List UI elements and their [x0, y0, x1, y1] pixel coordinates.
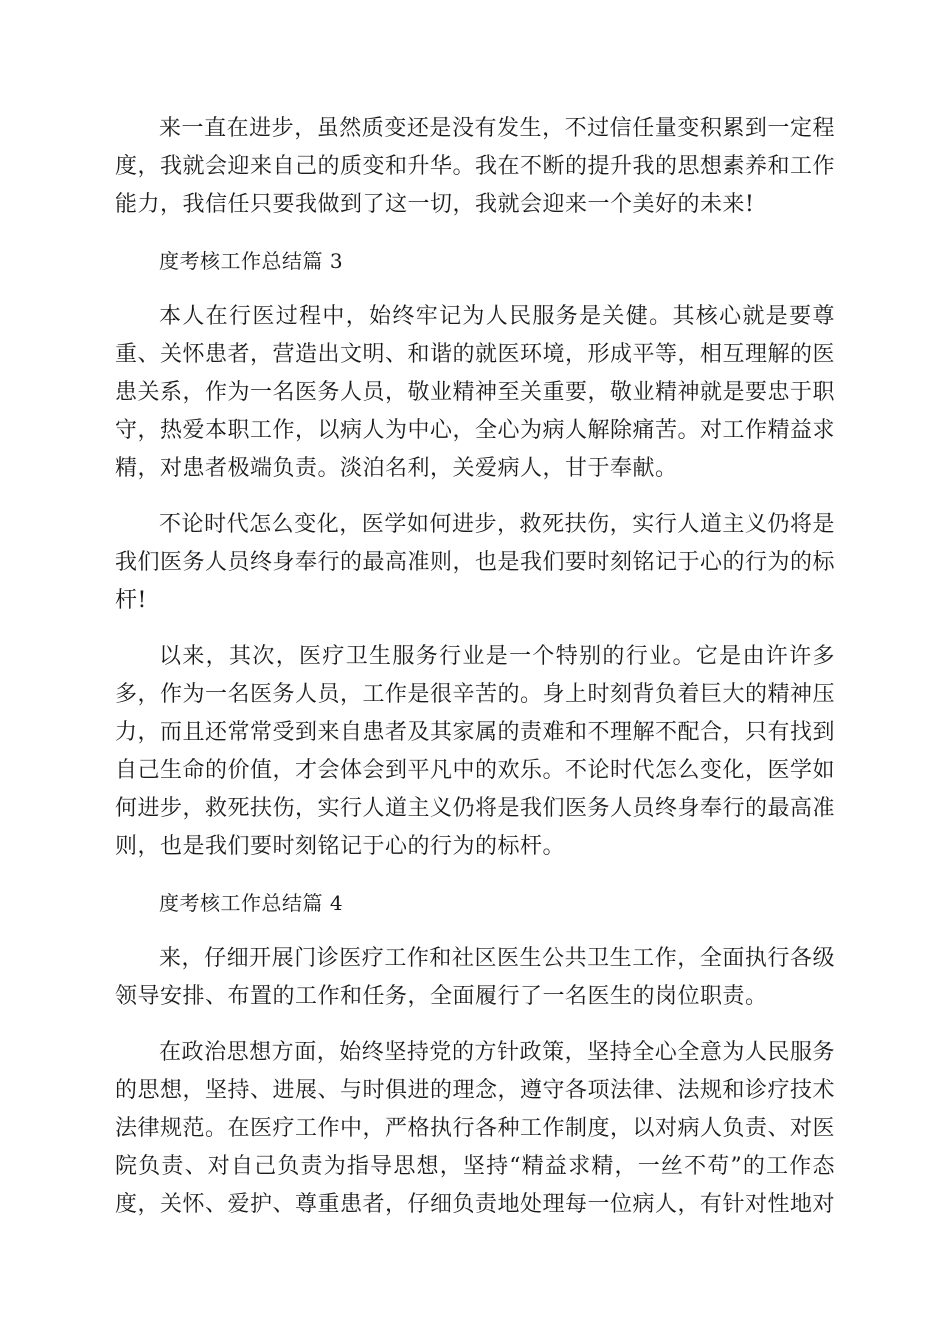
- section-heading: 度考核工作总结篇 3: [159, 249, 344, 273]
- document-page: [115, 110, 835, 1242]
- paragraph: 来，仔细开展门诊医疗工作和社区医生公共卫生工作，全面执行各级领导安排、布置的工作和任务，全面履行了一名医生的岗位职责。: [115, 946, 835, 1009]
- paragraph: 本人在行医过程中，始终牢记为人民服务是关健。其核心就是要尊重、关怀患者，营造出文明、和谐的就医环境，形成平等，相互理解的医患关系，作为一名医务人员，敬业精神至关重要，敬业精神就是要忠于职守，热爱本职工作，以病人为中心，全心为病人解除痛苦。对工作精益求精，对患者极端负责。淡泊名利，关爱病人，甘于奉献。: [115, 304, 836, 481]
- paragraph: 来一直在进步，虽然质变还是没有发生，不过信任量变积累到一定程度，我就会迎来自己的质变和升华。我在不断的提升我的思想素养和工作能力，我信任只要我做到了这一切，我就会迎来一个美好的未来!: [115, 116, 836, 217]
- paragraph: 在政治思想方面，始终坚持党的方针政策，坚持全心全意为人民服务的思想，坚持、进展、与时俱进的理念，遵守各项法律、法规和诊疗技术法律规范。在医疗工作中，严格执行各种工作制度，以对病人负责、对医院负责、对自己负责为指导思想，坚持“精益求精，一丝不苟”的工作态度，关怀、爱护、尊重患者，仔细负责地处理每一位病人，有针对性地对: [115, 1040, 836, 1217]
- paragraph: 不论时代怎么变化，医学如何进步，救死扶伤，实行人道主义仍将是我们医务人员终身奉行的最高准则，也是我们要时刻铭记于心的行为的标杆!: [115, 512, 836, 613]
- paragraph: 以来，其次，医疗卫生服务行业是一个特别的行业。它是由许许多多，作为一名医务人员，工作是很辛苦的。身上时刻背负着巨大的精神压力，而且还常常受到来自患者及其家属的责难和不理解不配合，只有找到自己生命的价值，才会体会到平凡中的欢乐。不论时代怎么变化，医学如何进步，救死扶伤，实行人道主义仍将是我们医务人员终身奉行的最高准则，也是我们要时刻铭记于心的行为的标杆。: [115, 644, 836, 859]
- section-heading: 度考核工作总结篇 4: [159, 891, 344, 915]
